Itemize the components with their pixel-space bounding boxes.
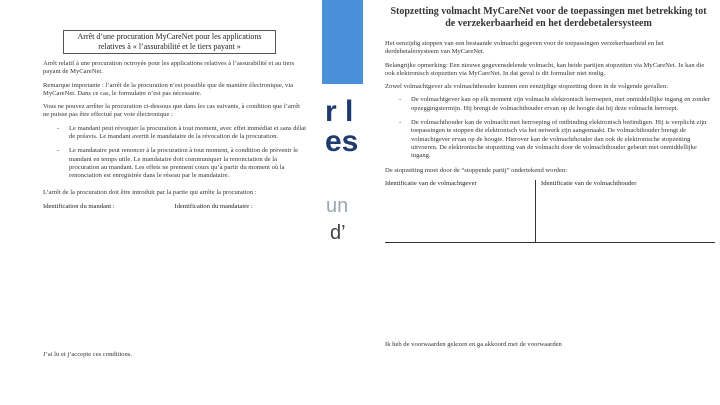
table-bottom-rule: [385, 242, 715, 243]
slide-text-fragment-1: un: [326, 195, 349, 217]
bullet-icon: -: [399, 96, 402, 104]
slide-text-fragment-2: d’: [330, 222, 346, 244]
mandant-field-label: Identification du mandant :: [43, 202, 115, 210]
list-item: - Le mandataire peut renoncer à la procuration à tout moment, à condition de prévenir le mandant en temps utile. Le mandataire doit communiquer la renonciation de la procuration au mandant. Les effets ne prennent cours qu’à partir du moment où la renonciation est enregistrée dans le réseau par le mandataire.: [57, 147, 299, 180]
acceptance-statement: J’ai lu et j’accepte ces conditions.: [43, 351, 132, 358]
paragraph: Arrêt relatif à une procuration octroyée pour les applications relatives à l’assurabilité et au tiers payant de MyCareNet.: [43, 60, 295, 76]
identification-fields: [43, 203, 306, 211]
identification-table: [385, 180, 712, 248]
mandataire-field-label: Identification du mandataire :: [174, 202, 253, 210]
volmachthouder-field-label: Identificatie van de volmachthouder: [541, 179, 637, 187]
dutch-document-page: [363, 0, 720, 405]
paragraph: Remarque importante : l’arrêt de la procuration n’est possible que de manière électronique, via MyCareNet. Dans ce cas, le formulaire n’est pas nécessaire.: [43, 81, 294, 97]
bullet-icon: -: [57, 124, 60, 132]
paragraph: Het eenzijdig stoppen van een bestaande volmacht gegeven voor de toepassingen verzekerbaarheid en het derdebetalersysteem van MyCareNet.: [385, 40, 664, 56]
bullet-icon: -: [57, 147, 60, 155]
paragraph: Belangrijke opmerking: Een nieuwe gegevensdelende volmacht, kan beide partijen stopzetten via MyCareNet. Je kan die ook elektronisch stopzetten via MyCareNet. In dat geval is dit formulier niet nodig.: [385, 61, 705, 77]
bullet-icon: -: [399, 119, 402, 127]
list-item: - Le mandant peut révoquer la procuration à tout moment, avec effet immédiat et sans délai de préavis. Le mandant avertit le mandataire de la révocation de la procuration.: [57, 124, 306, 141]
fields-intro: De stopzetting moet door de “stoppende partij” ondertekend worden:: [385, 166, 568, 174]
page-title: Stopzetting volmacht MyCareNet voor de toepassingen met betrekking tot de verzekerbaarheid en het derdebetalersysteem: [390, 6, 707, 29]
list-item: - De volmachtgever kan op elk moment zijn volmacht elektronisch herroepen, met onmiddellijke ingang en zonder opzeggingstermijn. Hij brengt de volmachthouder ervan op de hoogte dat hij deze volmacht herroept.: [399, 96, 711, 112]
paragraph: Zowel volmachtgever als volmachthouder kunnen een eenzijdige stopzetting doen in de volgende gevallen:: [385, 83, 669, 91]
volmachtgever-field-label: Identificatie van de volmachtgever: [385, 179, 477, 187]
slide-title-fragment-2: es: [325, 125, 359, 158]
acceptance-statement: Ik heb de voorwaarden gelezen en ga akkoord met de voorwaarden: [385, 341, 562, 348]
paragraph: Vous ne pouvez arrêter la procuration ci-dessous que dans les cas suivants, à condition que l’arrêt ne puisse pas être effectué par voie électronique :: [43, 103, 300, 119]
page-title: Arrêt d’une procuration MyCareNet pour les applications relatives à « l’assurabilité et le tiers payant »: [63, 30, 276, 54]
list-item: - De volmachthouder kan de volmacht met herroeping of ontbinding elektronisch beëindigen. Hij is verplicht zijn toepassingen te stoppen die elektronisch via het netwerk zijn aangemaakt. De volmachthouder brengt de volmachtgever ervan op de hoogte. Hierover kan de volmachthouder dan ook de elektronische stopzetting uitvoeren. De elektronische stopzetting van de volmacht door de volmachthouder gebeurt met onmiddellijke ingang.: [399, 119, 707, 160]
fields-intro: L’arrêt de la procuration doit être introduit par la partie qui arrête la procuration :: [43, 188, 257, 196]
slide-title-fragment-1: r l: [325, 95, 354, 128]
table-divider: [535, 180, 536, 242]
french-document-page: [0, 0, 322, 405]
